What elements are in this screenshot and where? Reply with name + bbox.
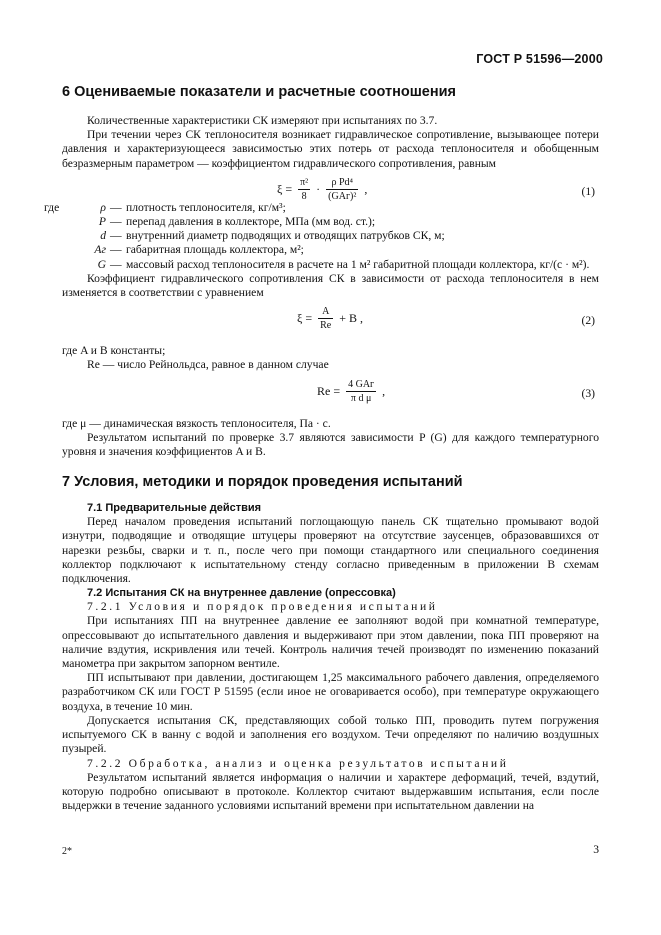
definition-row: G — массовый расход теплоносителя в расчете на 1 м² габаритной площади коллектора, кг/(с · м²). bbox=[62, 258, 599, 272]
equation-2 bbox=[62, 300, 599, 344]
eq1-fraction-main bbox=[326, 177, 358, 203]
definition-row: d — внутренний диаметр подводящих и отводящих патрубков СК, м; bbox=[62, 229, 599, 243]
definition-row: P — перепад давления в коллекторе, МПа (мм вод. ст.); bbox=[62, 215, 599, 229]
definition-symbol: d bbox=[100, 229, 106, 243]
eq3-numerator: 4 GAг bbox=[348, 378, 375, 390]
eq3-denominator: π d μ bbox=[350, 392, 372, 404]
paragraph: где A и B константы; bbox=[62, 344, 166, 358]
definition-row: Aг — габаритная площадь коллектора, м²; bbox=[62, 243, 599, 257]
definition-text: внутренний диаметр подводящих и отводящих патрубков СК, м; bbox=[126, 229, 445, 243]
equation-number: (3) bbox=[581, 386, 595, 400]
eq1-denominator: (GAг)² bbox=[328, 190, 357, 202]
paragraph: Перед началом проведения испытаний поглощающую панель СК тщательно промывают водой изнутри, подводящие и отводящие штуцеры проверяют на отсутствие заусенцев, образовавшихся от нарезки резьбы, сварки и т. п., после чего при помощи стандартного или специального соединения коллектор подключают к испытательному стенду согласно приведенным в приложении В схемам подключения. bbox=[62, 515, 599, 586]
definition-symbol: ρ bbox=[100, 200, 106, 214]
where-label: где bbox=[44, 200, 60, 214]
definition-symbol: P bbox=[98, 215, 106, 229]
paragraph: Допускается испытания СК, представляющих собой только ПП, проводить путем погружения испытуемого СК в ванну с водой и заполнения его воздухом. Течи определяют по наличию воздушных пузырей. bbox=[62, 713, 599, 756]
eq1-dot: · bbox=[316, 181, 321, 196]
signature-mark: 2* bbox=[62, 846, 72, 857]
definition-symbol: G bbox=[97, 257, 106, 271]
paragraph: Результатом испытаний является информация о наличии и характере деформаций, течей, вздутий, которую подробно описывают в протоколе. Коллектор считают выдержавшим испытания, если после выдержки в течение заданного условиями испытаний времени при испытательном давлении на bbox=[62, 770, 599, 813]
definition-symbol: Aг bbox=[94, 243, 106, 257]
document-code: ГОСТ Р 51596—2000 bbox=[476, 52, 603, 66]
eq2-denominator: Re bbox=[320, 320, 332, 332]
definition-text: плотность теплоносителя, кг/м³; bbox=[126, 200, 286, 214]
definition-text: перепад давления в коллекторе, МПа (мм вод. ст.); bbox=[126, 215, 376, 229]
eq2-numerator: A bbox=[318, 306, 333, 319]
eq1-pi-denominator: 8 bbox=[301, 190, 307, 202]
subsection-7-2-title: 7.2 Испытания СК на внутреннее давление (опрессовка) bbox=[87, 587, 396, 600]
eq1-fraction-pi bbox=[298, 177, 310, 203]
paragraph: Количественные характеристики СК измеряют при испытаниях по 3.7. bbox=[87, 114, 438, 127]
section-6-title: 6 Оцениваемые показатели и расчетные соотношения bbox=[62, 84, 456, 100]
eq3-tail: , bbox=[382, 383, 386, 398]
eq1-numerator: ρ Pd⁴ bbox=[326, 177, 358, 190]
paragraph: ПП испытывают при давлении, достигающем 1,25 максимального рабочего давления, определяемого разработчиком СК или ГОСТ Р 51595 (если иное не оговаривается особо), при температуре окружающего воздуха, в течение 10 мин. bbox=[62, 671, 599, 713]
eq3-fraction bbox=[346, 379, 376, 405]
equation-number: (1) bbox=[581, 184, 595, 198]
definition-row: где ρ — плотность теплоносителя, кг/м³; bbox=[62, 201, 599, 215]
eq2-fraction bbox=[318, 306, 333, 332]
paragraph: Re — число Рейнольдса, равное в данном случае bbox=[87, 358, 329, 372]
paragraph: где μ — динамическая вязкость теплоносителя, Па · с. bbox=[62, 416, 331, 430]
eq1-tail: , bbox=[364, 181, 368, 196]
page-number: 3 bbox=[593, 843, 599, 856]
eq2-tail: + B , bbox=[339, 310, 364, 325]
page-content bbox=[44, 83, 599, 813]
subsection-7-2-1-title: 7.2.1 Условия и порядок проведения испытаний bbox=[87, 600, 438, 614]
eq3-lhs: Re = bbox=[317, 383, 341, 398]
paragraph: При испытаниях ПП на внутреннее давление ее заполняют водой при комнатной температуре, опрессовывают до испытательного давления и выдерживают при этом давлении, пока ПП проверяют на наличие вздутия, искривления или течей. Контроль наличия течей производят по изменению показаний манометра при закрытом запорном вентиле. bbox=[62, 614, 599, 671]
paragraph: Коэффициент гидравлического сопротивления СК в зависимости от расхода теплоносителя в нем изменяется в соответствии с уравнением bbox=[62, 271, 599, 300]
eq2-lhs: ξ = bbox=[297, 310, 313, 325]
definition-text: габаритная площадь коллектора, м²; bbox=[126, 243, 304, 257]
paragraph: Результатом испытаний по проверке 3.7 являются зависимости P (G) для каждого температурного уровня и значения коэффициентов A и B. bbox=[62, 430, 599, 459]
equation-3 bbox=[62, 373, 599, 417]
subsection-7-2-2-title: 7.2.2 Обработка, анализ и оценка результатов испытаний bbox=[87, 756, 509, 770]
equation-number: (2) bbox=[581, 314, 595, 328]
eq1-pi-numerator: π² bbox=[300, 176, 309, 188]
section-7-title: 7 Условия, методики и порядок проведения испытаний bbox=[62, 474, 463, 491]
equation-1 bbox=[62, 171, 599, 215]
paragraph: При течении через СК теплоносителя возникает гидравлическое сопротивление, вызывающее потери давления и характеризующееся зависимостью этих потерь от расхода теплоносителя и обобщенным безразмерным параметром — коэффициентом гидравлического сопротивления, равным bbox=[62, 128, 599, 170]
eq1-lhs: ξ = bbox=[277, 181, 293, 196]
definition-text: массовый расход теплоносителя в расчете на 1 м² габаритной площади коллектора, кг/(с · м²). bbox=[126, 257, 590, 271]
subsection-7-1-title: 7.1 Предварительные действия bbox=[87, 502, 262, 515]
